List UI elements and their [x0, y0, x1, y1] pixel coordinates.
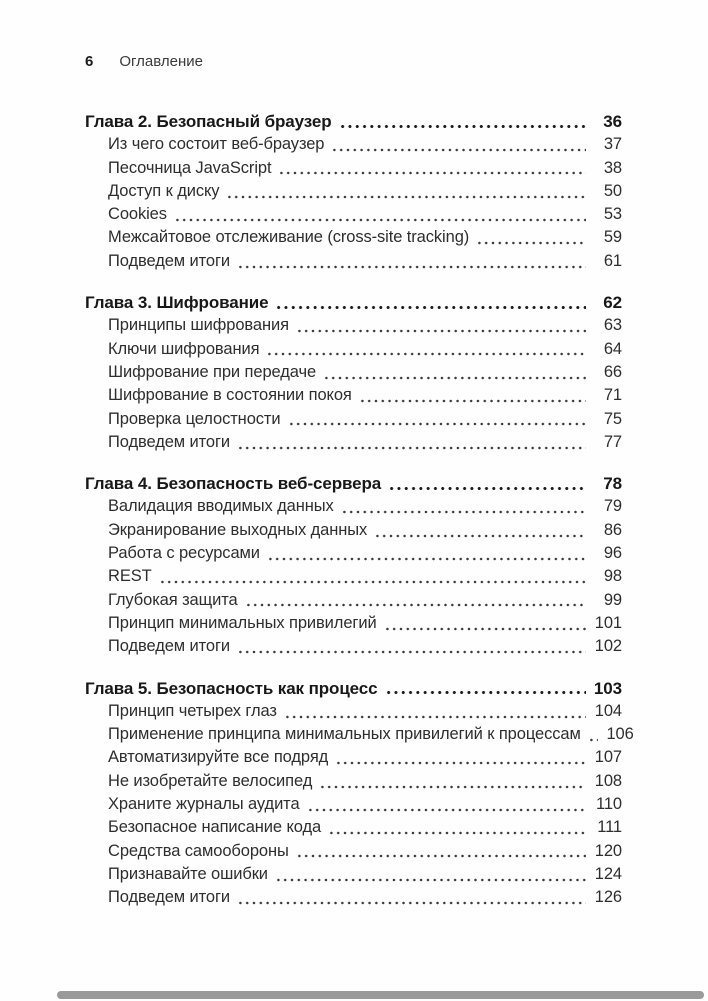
dot-leader — [384, 612, 586, 635]
running-head-title: Оглавление — [119, 53, 203, 70]
toc-entry-page-number: 101 — [594, 613, 622, 632]
toc-entry-title: Принцип минимальных привилегий — [108, 613, 377, 632]
dot-leader — [374, 519, 586, 542]
toc-entry-title: Средства самообороны — [108, 841, 289, 860]
dot-leader — [237, 635, 586, 658]
toc-entry-row — [85, 519, 622, 542]
toc-entry-page-number: 120 — [594, 841, 622, 860]
toc-entry-title: Экранирование выходных данных — [108, 520, 368, 539]
toc-chapter-row — [85, 472, 622, 495]
toc-entry-title: Применение принципа минимальных привилегий к процессам — [108, 725, 581, 744]
dot-leader — [275, 291, 586, 314]
toc-entry-row — [85, 840, 622, 863]
dot-leader — [296, 840, 586, 863]
toc-entry-row — [85, 338, 622, 361]
toc-chapter-title: Глава 5. Безопасность как процесс — [85, 678, 378, 698]
toc-entry-page-number: 107 — [594, 748, 622, 767]
dot-leader — [319, 770, 586, 793]
toc-entry-title: Cookies — [108, 205, 167, 224]
toc-chapter-title: Глава 3. Шифрование — [85, 293, 269, 313]
toc-entry-row — [85, 612, 622, 635]
dot-leader — [237, 886, 586, 909]
dot-leader — [323, 361, 586, 384]
toc-entry-title: Песочница JavaScript — [108, 158, 272, 177]
toc-entry-title: Межсайтовое отслеживание (cross-site tracking) — [108, 228, 470, 247]
toc-entry-row — [85, 133, 622, 156]
toc-entry-row — [85, 180, 622, 203]
toc-entry-title: Проверка целостности — [108, 409, 281, 428]
dot-leader — [159, 565, 586, 588]
dot-leader — [296, 314, 586, 337]
dot-leader — [335, 746, 586, 769]
toc-entry-title: Признавайте ошибки — [108, 864, 268, 883]
toc-entry-page-number: 102 — [594, 637, 622, 656]
dot-leader — [237, 431, 586, 454]
toc-entry-page-number: 108 — [594, 771, 622, 790]
dot-leader — [284, 700, 586, 723]
toc-entry-row — [85, 635, 622, 658]
toc-entry-page-number: 64 — [603, 339, 622, 358]
dot-leader — [476, 226, 586, 249]
toc-entry-page-number: 126 — [594, 888, 622, 907]
toc-entry-title: Работа с ресурсами — [108, 544, 260, 563]
dot-leader — [359, 384, 586, 407]
dot-leader — [174, 203, 586, 226]
toc-entry-page-number: 77 — [603, 432, 622, 451]
toc-entry-page-number: 99 — [603, 590, 622, 609]
toc-entry-title: REST — [108, 567, 152, 586]
toc-entry-title: Ключи шифрования — [108, 339, 260, 358]
toc-chapter-block — [85, 677, 634, 910]
toc-entry-title: Принципы шифрования — [108, 316, 289, 335]
toc-entry-row — [85, 203, 622, 226]
toc-entry-page-number: 66 — [603, 362, 622, 381]
toc-entry-row — [85, 495, 622, 518]
dot-leader — [388, 472, 586, 495]
toc-entry-row — [85, 431, 622, 454]
toc-entry-row — [85, 542, 622, 565]
dot-leader — [341, 495, 586, 518]
toc-entry-title: Не изобретайте велосипед — [108, 771, 313, 790]
toc-entry-row — [85, 226, 622, 249]
toc-entry-row — [85, 565, 622, 588]
toc-entry-row — [85, 816, 622, 839]
toc-chapter-block — [85, 472, 622, 658]
toc-entry-page-number: 96 — [603, 544, 622, 563]
toc-entry-page-number: 71 — [603, 386, 622, 405]
dot-leader — [278, 157, 586, 180]
toc-entry-row — [85, 250, 622, 273]
dot-leader — [588, 723, 598, 746]
toc-entry-title: Шифрование при передаче — [108, 362, 317, 381]
toc-entry-title: Подведем итоги — [108, 888, 231, 907]
running-head — [85, 53, 622, 71]
running-head-page-number: 6 — [85, 53, 94, 70]
dot-leader — [307, 793, 586, 816]
dot-leader — [266, 338, 586, 361]
toc-entry-title: Подведем итоги — [108, 251, 231, 270]
toc-entry-row — [85, 723, 634, 746]
toc-entry-page-number: 79 — [603, 497, 622, 516]
toc-entry-page-number: 98 — [603, 567, 622, 586]
dot-leader — [245, 589, 586, 612]
toc-chapter-page-number: 78 — [603, 474, 622, 494]
toc-chapter-block — [85, 291, 622, 454]
toc-entry-title: Безопасное написание кода — [108, 818, 322, 837]
dot-leader — [288, 408, 587, 431]
toc-entry-row — [85, 886, 622, 909]
toc-entry-row — [85, 408, 622, 431]
dot-leader — [237, 250, 586, 273]
toc-entry-page-number: 75 — [603, 409, 622, 428]
toc-chapter-page-number: 36 — [603, 112, 622, 131]
toc-entry-page-number: 110 — [595, 795, 622, 814]
dot-leader — [385, 677, 586, 700]
toc-entry-row — [85, 361, 622, 384]
toc-entry-page-number: 50 — [603, 181, 622, 200]
toc-chapter-entries — [85, 495, 622, 658]
toc-entry-row — [85, 863, 622, 886]
toc-chapter-entries — [85, 133, 622, 273]
toc-chapter-page-number: 103 — [593, 678, 622, 698]
toc-entry-title: Шифрование в состоянии покоя — [108, 386, 352, 405]
toc-entry-page-number: 86 — [603, 520, 622, 539]
toc-entry-title: Валидация вводимых данных — [108, 497, 334, 516]
toc-entry-row — [85, 314, 622, 337]
toc-entry-title: Подведем итоги — [108, 637, 231, 656]
toc-entry-page-number: 63 — [603, 316, 622, 335]
toc-entry-row — [85, 700, 622, 723]
toc-entry-row — [85, 793, 622, 816]
toc-entry-page-number: 106 — [606, 725, 634, 744]
table-of-contents — [85, 110, 634, 910]
toc-entry-page-number: 38 — [603, 158, 622, 177]
toc-entry-row — [85, 746, 622, 769]
toc-entry-title: Глубокая защита — [108, 590, 238, 609]
toc-chapter-title: Глава 4. Безопасность веб-сервера — [85, 474, 382, 494]
dot-leader — [275, 863, 586, 886]
toc-entry-title: Принцип четырех глаз — [108, 701, 277, 720]
toc-entry-title: Автоматизируйте все подряд — [108, 748, 329, 767]
toc-entry-title: Доступ к диску — [108, 181, 220, 200]
toc-entry-page-number: 59 — [603, 228, 622, 247]
dot-leader — [328, 816, 586, 839]
toc-entry-title: Подведем итоги — [108, 432, 231, 451]
toc-entry-page-number: 37 — [603, 135, 622, 154]
dot-leader — [267, 542, 586, 565]
toc-entry-row — [85, 770, 622, 793]
toc-entry-page-number: 111 — [597, 818, 622, 837]
toc-chapter-row — [85, 291, 622, 314]
dot-leader — [339, 110, 586, 133]
toc-entry-page-number: 124 — [594, 864, 622, 883]
toc-entry-page-number: 104 — [594, 701, 622, 720]
toc-chapter-row — [85, 677, 622, 700]
toc-chapter-entries — [85, 314, 622, 454]
toc-entry-title: Из чего состоит веб-браузер — [108, 135, 325, 154]
toc-chapter-block — [85, 110, 622, 273]
toc-entry-page-number: 53 — [603, 205, 622, 224]
toc-chapter-page-number: 62 — [603, 293, 622, 313]
toc-chapter-entries — [85, 700, 634, 910]
toc-chapter-title: Глава 2. Безопасный браузер — [85, 112, 332, 131]
toc-entry-row — [85, 384, 622, 407]
toc-entry-row — [85, 157, 622, 180]
dot-leader — [331, 133, 586, 156]
dot-leader — [226, 180, 586, 203]
toc-entry-row — [85, 589, 622, 612]
page-bottom-bar — [57, 991, 704, 999]
toc-entry-title: Храните журналы аудита — [108, 795, 300, 814]
toc-chapter-row — [85, 110, 622, 133]
toc-entry-page-number: 61 — [603, 251, 622, 270]
